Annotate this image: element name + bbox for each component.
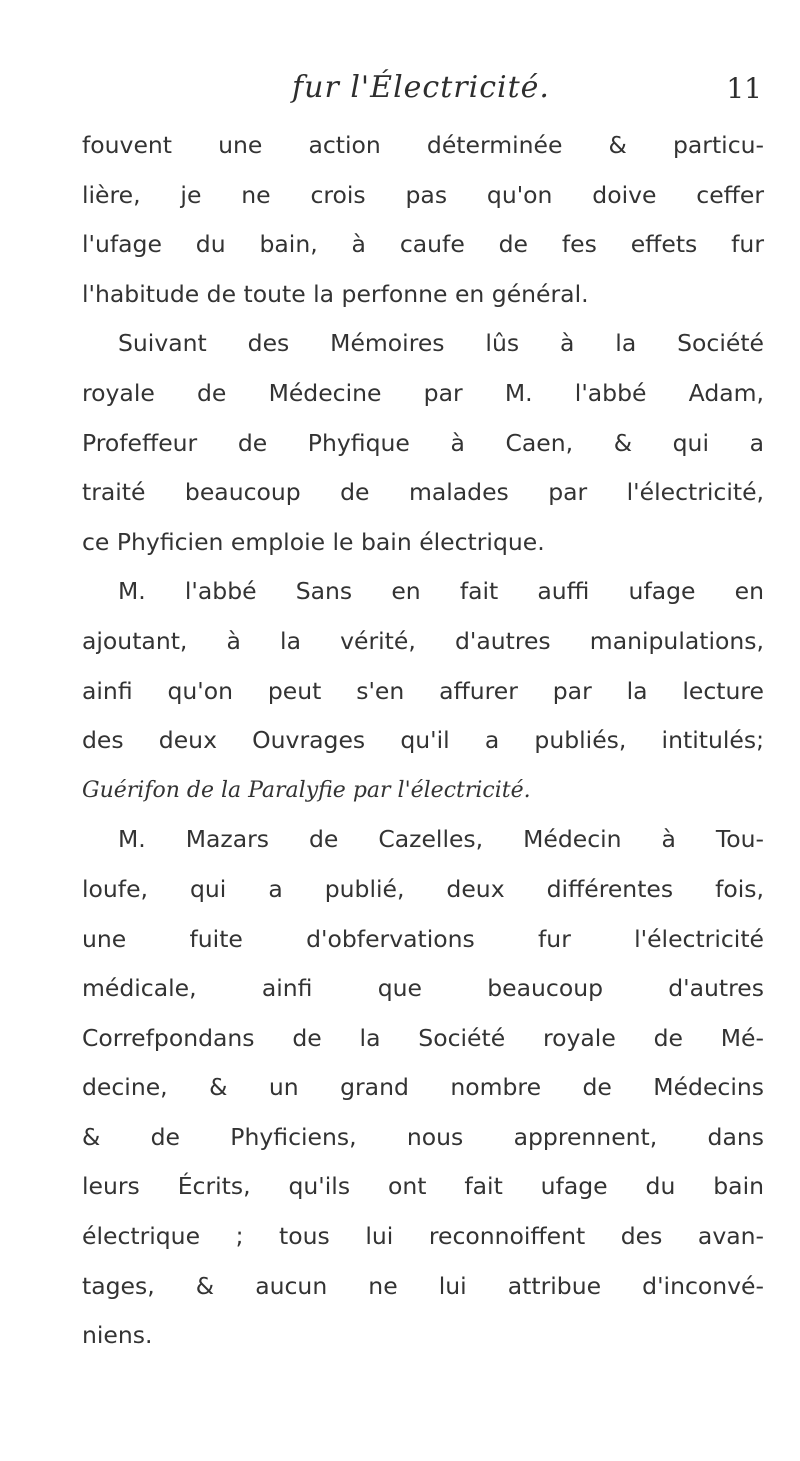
text-line: médicale, ainfi que beaucoup d'autres — [82, 974, 764, 1003]
text-line: royale de Médecine par M. l'abbé Adam, — [82, 378, 764, 407]
text-line: Correfpondans de la Société royale de Mé- — [82, 1023, 764, 1052]
text-line: & de Phyficiens, nous apprennent, dans — [82, 1122, 764, 1151]
text-line: ce Phyficien emploie le bain électrique. — [82, 527, 545, 556]
text-line: traité beaucoup de malades par l'électricité, — [82, 478, 764, 507]
text-line: tages, & aucun ne lui attribue d'inconvé- — [82, 1271, 764, 1300]
text-line: fouvent une action déterminée & particu- — [82, 131, 764, 159]
text-line: lière, je ne crois pas qu'on doive ceffer — [82, 180, 764, 209]
page-header — [80, 70, 762, 114]
text-line: une fuite d'obfervations fur l'électricité — [82, 924, 764, 953]
book-title-line: Guérifon de la Paralyfie par l'électricité. — [82, 777, 531, 803]
text-line: M. l'abbé Sans en fait auffi ufage en — [118, 577, 764, 606]
text-line: Profeffeur de Phyfique à Caen, & qui a — [82, 428, 764, 457]
text-line: électrique ; tous lui reconnoiffent des avan- — [82, 1222, 764, 1251]
text-line: ainfi qu'on peut s'en affurer par la lecture — [82, 676, 764, 705]
text-line: niens. — [82, 1321, 153, 1350]
text-line: leurs Écrits, qu'ils ont fait ufage du bain — [82, 1172, 764, 1201]
text-line: decine, & un grand nombre de Médecins — [82, 1073, 764, 1102]
text-line: des deux Ouvrages qu'il a publiés, intitulés; — [82, 726, 764, 755]
text-line: loufe, qui a publié, deux différentes fois, — [82, 874, 764, 903]
text-line: l'ufage du bain, à caufe de fes effets fur — [82, 230, 764, 259]
text-line: l'habitude de toute la perfonne en général. — [82, 279, 589, 308]
text-line: ajoutant, à la vérité, d'autres manipulations, — [82, 626, 764, 655]
body-text — [82, 121, 764, 1361]
page-number: 11 — [726, 72, 762, 105]
running-title: fur l'Électricité. — [292, 70, 550, 105]
text-line: M. Mazars de Cazelles, Médecin à Tou- — [118, 825, 764, 854]
text-line: Suivant des Mémoires lûs à la Société — [118, 329, 764, 358]
